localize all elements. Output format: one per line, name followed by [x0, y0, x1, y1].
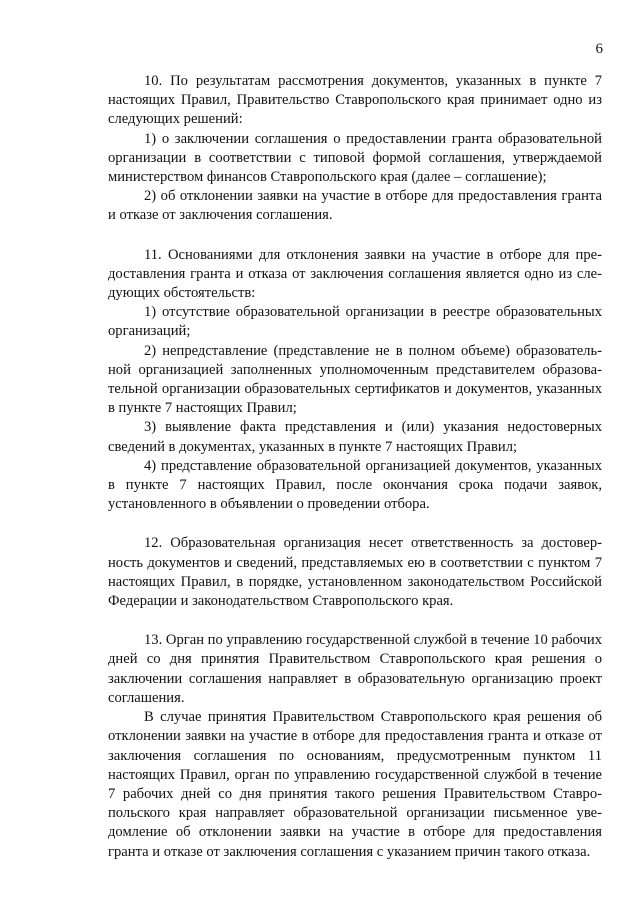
clause-11-item-4: 4) представление образовательной организацией документов, указанных в пункте 7 настоящих Правил, после окончания срока подачи заявок, установленного в объявлении о проведении отбора. [108, 457, 602, 513]
paragraph-gap [108, 611, 602, 631]
clause-10 [108, 72, 602, 226]
clause-10-intro: 10. По результатам рассмотрения документов, указанных в пункте 7 настоящих Правил, Правительство Ставропольского края принимает одно из следующих решений: [108, 73, 602, 128]
page-number: 6 [595, 41, 603, 57]
paragraph-gap [108, 514, 602, 534]
clause-11-item-3: 3) выявление факта представления и (или) указания недостоверных сведений в документах, указанных в пункте 7 настоящих Правил; [108, 419, 602, 455]
clause-11-intro: 11. Основаниями для отклонения заявки на участие в отборе для предоставления гранта и отказа от заключения соглашения является одно из следующих обстоятельств: [108, 246, 602, 302]
clause-11 [108, 246, 602, 515]
clause-12 [108, 534, 602, 611]
clause-10-item-2: 2) об отклонении заявки на участие в отборе для предоставления гранта и отказе от заключения соглашения. [108, 188, 602, 224]
document-body [108, 72, 602, 862]
clause-12-text: 12. Образовательная организация несет ответственность за достоверность документов и сведений, представляемых ею в соответствии с пунктом 7 настоящих Правил, в порядке, установленном законодательством Российской Федерации и законодательством Ставропольского края. [108, 535, 602, 610]
paragraph-gap [108, 226, 602, 246]
clause-10-item-1: 1) о заключении соглашения о предоставлении гранта образовательной организации в соответствии с типовой формой соглашения, утверждаемой министерством финансов Ставропольского края (далее – соглашение); [108, 130, 602, 186]
clause-13-para-2: В случае принятия Правительством Ставропольского края решения об отклонении заявки на участие в отборе для предоставления гранта и отказе от заключения соглашения по основаниям, предусмотренным пунктом 11 настоящих Правил, орган по управлению государственной службой в течение 7 рабочих дней со дня принятия такого решения Правительством Ставропольского края направляет образовательной организации письменное уведомление об отклонении заявки на участие в отборе для предоставления гранта и отказе от заключения соглашения с указанием причин такого отказа. [108, 709, 602, 860]
clause-13-para-1: 13. Орган по управлению государственной службой в течение 10 рабочих дней со дня принятия Правительством Ставропольского края решения о заключении соглашения направляет в образовательную организацию проект соглашения. [108, 632, 602, 706]
clause-11-item-2: 2) непредставление (представление не в полном объеме) образовательной организацией заполненных уполномоченным представителем образовательной организации образовательных сертификатов и документов, указанных в пункте 7 настоящих Правил; [108, 342, 602, 417]
clause-11-item-1: 1) отсутствие образовательной организации в реестре образовательных организаций; [108, 304, 602, 340]
clause-13 [108, 631, 602, 861]
